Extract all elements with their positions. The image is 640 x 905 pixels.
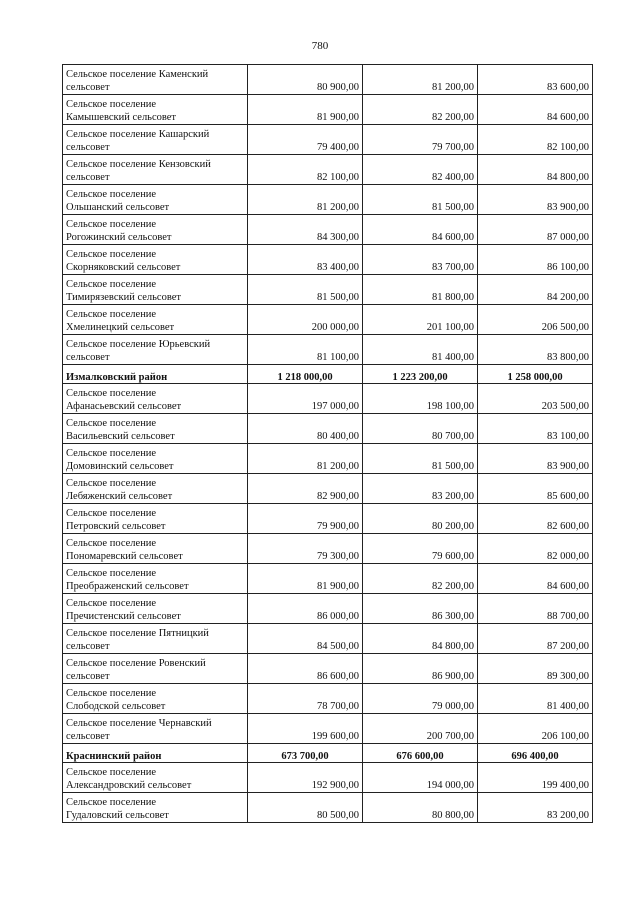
- settlement-name: [63, 384, 248, 414]
- settlement-row: [63, 305, 593, 335]
- settlement-name: [63, 474, 248, 504]
- settlement-name-line2: сельсовет: [66, 172, 110, 183]
- amount-year-3: 88 700,00: [478, 594, 593, 624]
- amount-year-1: 199 600,00: [248, 714, 363, 744]
- amount-year-2: 201 100,00: [363, 305, 478, 335]
- amount-year-1: 84 300,00: [248, 215, 363, 245]
- amount-year-1: 81 900,00: [248, 95, 363, 125]
- settlement-row: [63, 155, 593, 185]
- settlement-row: [63, 714, 593, 744]
- settlement-name-line2: сельсовет: [66, 82, 110, 93]
- settlement-name-line1: Сельское поселение: [66, 418, 157, 429]
- settlement-row: [63, 215, 593, 245]
- amount-year-1: 82 900,00: [248, 474, 363, 504]
- settlement-row: [63, 335, 593, 365]
- amount-year-1: 192 900,00: [248, 763, 363, 793]
- settlement-name-line1: Сельское поселение: [66, 767, 157, 778]
- amount-year-3: 83 900,00: [478, 185, 593, 215]
- amount-year-2: 80 700,00: [363, 414, 478, 444]
- settlement-name-line1: Сельское поселение: [66, 688, 157, 699]
- settlement-name-line2: Домовинский сельсовет: [66, 461, 174, 472]
- amount-year-1: 84 500,00: [248, 624, 363, 654]
- amount-year-2: 84 600,00: [363, 215, 478, 245]
- amount-year-1: 81 100,00: [248, 335, 363, 365]
- settlement-name-line2: Ольшанский сельсовет: [66, 202, 170, 213]
- district-row: [63, 744, 593, 763]
- amount-year-3: 84 600,00: [478, 95, 593, 125]
- settlement-name: [63, 185, 248, 215]
- amount-year-2: 83 200,00: [363, 474, 478, 504]
- settlement-name-line2: сельсовет: [66, 731, 110, 742]
- amount-year-1: 200 000,00: [248, 305, 363, 335]
- settlement-name-line1: Сельское поселение: [66, 568, 157, 579]
- amount-year-3: 206 500,00: [478, 305, 593, 335]
- settlement-name: [63, 564, 248, 594]
- amount-year-2: 86 900,00: [363, 654, 478, 684]
- settlement-name-line2: Гудаловский сельсовет: [66, 810, 169, 821]
- settlement-name: [63, 624, 248, 654]
- settlement-name-line1: Сельское поселение Ровенский: [66, 658, 206, 669]
- amount-year-3: 82 100,00: [478, 125, 593, 155]
- table-body: [63, 65, 593, 823]
- amount-year-2: 83 700,00: [363, 245, 478, 275]
- amount-year-1: 79 900,00: [248, 504, 363, 534]
- settlement-name-line1: Сельское поселение: [66, 99, 157, 110]
- settlement-name-line1: Сельское поселение Пятницкий: [66, 628, 209, 639]
- settlement-name-line2: сельсовет: [66, 671, 110, 682]
- amount-year-1: 197 000,00: [248, 384, 363, 414]
- settlement-name-line2: Рогожинский сельсовет: [66, 232, 172, 243]
- settlement-row: [63, 474, 593, 504]
- settlement-name-line1: Сельское поселение Кашарский: [66, 129, 210, 140]
- settlement-name-line1: Сельское поселение Каменский: [66, 69, 209, 80]
- amount-year-3: 83 800,00: [478, 335, 593, 365]
- amount-year-2: 200 700,00: [363, 714, 478, 744]
- amount-year-3: 89 300,00: [478, 654, 593, 684]
- amount-year-3: 83 600,00: [478, 65, 593, 95]
- district-name: Измалковский район: [63, 365, 248, 384]
- settlement-name-line1: Сельское поселение: [66, 309, 157, 320]
- settlement-name-line1: Сельское поселение Юрьевский: [66, 339, 211, 350]
- amount-year-2: 80 800,00: [363, 793, 478, 823]
- amount-year-2: 79 600,00: [363, 534, 478, 564]
- settlement-name: [63, 414, 248, 444]
- amount-year-3: 82 000,00: [478, 534, 593, 564]
- amount-year-2: 79 700,00: [363, 125, 478, 155]
- settlement-name: [63, 763, 248, 793]
- page-number: 780: [311, 40, 329, 52]
- settlement-row: [63, 793, 593, 823]
- amount-year-3: 1 258 000,00: [478, 365, 593, 384]
- amount-year-3: 83 200,00: [478, 793, 593, 823]
- amount-year-3: 83 900,00: [478, 444, 593, 474]
- amount-year-1: 86 600,00: [248, 654, 363, 684]
- amount-year-1: 80 500,00: [248, 793, 363, 823]
- settlement-row: [63, 275, 593, 305]
- amount-year-1: 1 218 000,00: [248, 365, 363, 384]
- amount-year-2: 81 800,00: [363, 275, 478, 305]
- amount-year-3: 81 400,00: [478, 684, 593, 714]
- settlement-name-line2: Афанасьевский сельсовет: [66, 401, 182, 412]
- amount-year-2: 84 800,00: [363, 624, 478, 654]
- settlement-name: [63, 65, 248, 95]
- settlement-name: [63, 444, 248, 474]
- amount-year-3: 86 100,00: [478, 245, 593, 275]
- settlement-name-line2: Камышевский сельсовет: [66, 112, 177, 123]
- amount-year-3: 83 100,00: [478, 414, 593, 444]
- settlement-row: [63, 564, 593, 594]
- amount-year-1: 81 900,00: [248, 564, 363, 594]
- settlement-name: [63, 594, 248, 624]
- settlement-name: [63, 534, 248, 564]
- settlement-name-line1: Сельское поселение: [66, 478, 157, 489]
- settlement-name: [63, 215, 248, 245]
- settlement-row: [63, 594, 593, 624]
- amount-year-2: 86 300,00: [363, 594, 478, 624]
- amount-year-2: 81 500,00: [363, 444, 478, 474]
- amount-year-1: 673 700,00: [248, 744, 363, 763]
- amount-year-3: 199 400,00: [478, 763, 593, 793]
- settlement-name: [63, 155, 248, 185]
- amount-year-1: 80 400,00: [248, 414, 363, 444]
- amount-year-2: 81 400,00: [363, 335, 478, 365]
- settlement-name-line2: Лебяженский сельсовет: [66, 491, 173, 502]
- amount-year-3: 206 100,00: [478, 714, 593, 744]
- budget-table: [62, 64, 593, 823]
- settlement-name-line2: Тимирязевский сельсовет: [66, 292, 181, 303]
- settlement-name-line1: Сельское поселение Кензовский: [66, 159, 211, 170]
- amount-year-3: 87 000,00: [478, 215, 593, 245]
- amount-year-2: 676 600,00: [363, 744, 478, 763]
- settlement-row: [63, 763, 593, 793]
- settlement-name-line1: Сельское поселение: [66, 249, 157, 260]
- amount-year-2: 82 200,00: [363, 95, 478, 125]
- settlement-row: [63, 245, 593, 275]
- settlement-row: [63, 624, 593, 654]
- amount-year-3: 84 800,00: [478, 155, 593, 185]
- settlement-name-line2: сельсовет: [66, 142, 110, 153]
- amount-year-3: 85 600,00: [478, 474, 593, 504]
- settlement-name-line2: Слободской сельсовет: [66, 701, 166, 712]
- settlement-name-line1: Сельское поселение: [66, 219, 157, 230]
- amount-year-1: 82 100,00: [248, 155, 363, 185]
- amount-year-1: 78 700,00: [248, 684, 363, 714]
- settlement-name: [63, 714, 248, 744]
- amount-year-2: 82 400,00: [363, 155, 478, 185]
- settlement-name-line2: Петровский сельсовет: [66, 521, 166, 532]
- settlement-name: [63, 793, 248, 823]
- amount-year-2: 81 200,00: [363, 65, 478, 95]
- settlement-name: [63, 125, 248, 155]
- settlement-name-line1: Сельское поселение Чернавский: [66, 718, 212, 729]
- amount-year-1: 79 400,00: [248, 125, 363, 155]
- settlement-row: [63, 65, 593, 95]
- settlement-name-line1: Сельское поселение: [66, 279, 157, 290]
- amount-year-3: 82 600,00: [478, 504, 593, 534]
- settlement-row: [63, 384, 593, 414]
- amount-year-1: 81 500,00: [248, 275, 363, 305]
- settlement-row: [63, 444, 593, 474]
- settlement-row: [63, 684, 593, 714]
- amount-year-2: 194 000,00: [363, 763, 478, 793]
- settlement-name-line2: Хмелинецкий сельсовет: [66, 322, 175, 333]
- settlement-name-line2: Пречистенский сельсовет: [66, 611, 181, 622]
- amount-year-2: 79 000,00: [363, 684, 478, 714]
- settlement-row: [63, 414, 593, 444]
- settlement-name: [63, 95, 248, 125]
- amount-year-3: 84 200,00: [478, 275, 593, 305]
- settlement-name-line2: Скорняковский сельсовет: [66, 262, 181, 273]
- settlement-name-line1: Сельское поселение: [66, 598, 157, 609]
- amount-year-2: 81 500,00: [363, 185, 478, 215]
- amount-year-1: 81 200,00: [248, 444, 363, 474]
- amount-year-1: 81 200,00: [248, 185, 363, 215]
- district-name: Краснинский район: [63, 744, 248, 763]
- amount-year-3: 696 400,00: [478, 744, 593, 763]
- amount-year-1: 79 300,00: [248, 534, 363, 564]
- amount-year-3: 203 500,00: [478, 384, 593, 414]
- amount-year-2: 1 223 200,00: [363, 365, 478, 384]
- settlement-row: [63, 654, 593, 684]
- settlement-name: [63, 504, 248, 534]
- settlement-name: [63, 305, 248, 335]
- settlement-name-line1: Сельское поселение: [66, 448, 157, 459]
- settlement-row: [63, 185, 593, 215]
- settlement-name-line1: Сельское поселение: [66, 189, 157, 200]
- settlement-row: [63, 534, 593, 564]
- settlement-name-line1: Сельское поселение: [66, 797, 157, 808]
- amount-year-1: 80 900,00: [248, 65, 363, 95]
- settlement-name-line1: Сельское поселение: [66, 538, 157, 549]
- settlement-name-line2: сельсовет: [66, 641, 110, 652]
- settlement-row: [63, 125, 593, 155]
- settlement-name-line2: Преображенский сельсовет: [66, 581, 189, 592]
- amount-year-1: 83 400,00: [248, 245, 363, 275]
- settlement-name: [63, 684, 248, 714]
- settlement-name-line2: Александровский сельсовет: [66, 780, 192, 791]
- settlement-name: [63, 335, 248, 365]
- amount-year-1: 86 000,00: [248, 594, 363, 624]
- settlement-name: [63, 275, 248, 305]
- settlement-row: [63, 504, 593, 534]
- settlement-row: [63, 95, 593, 125]
- settlement-name-line1: Сельское поселение: [66, 388, 157, 399]
- settlement-name: [63, 245, 248, 275]
- amount-year-2: 198 100,00: [363, 384, 478, 414]
- amount-year-2: 82 200,00: [363, 564, 478, 594]
- amount-year-3: 84 600,00: [478, 564, 593, 594]
- settlement-name-line1: Сельское поселение: [66, 508, 157, 519]
- settlement-name-line2: Васильевский сельсовет: [66, 431, 175, 442]
- district-row: [63, 365, 593, 384]
- amount-year-3: 87 200,00: [478, 624, 593, 654]
- settlement-name-line2: Пономаревский сельсовет: [66, 551, 183, 562]
- settlement-name-line2: сельсовет: [66, 352, 110, 363]
- amount-year-2: 80 200,00: [363, 504, 478, 534]
- settlement-name: [63, 654, 248, 684]
